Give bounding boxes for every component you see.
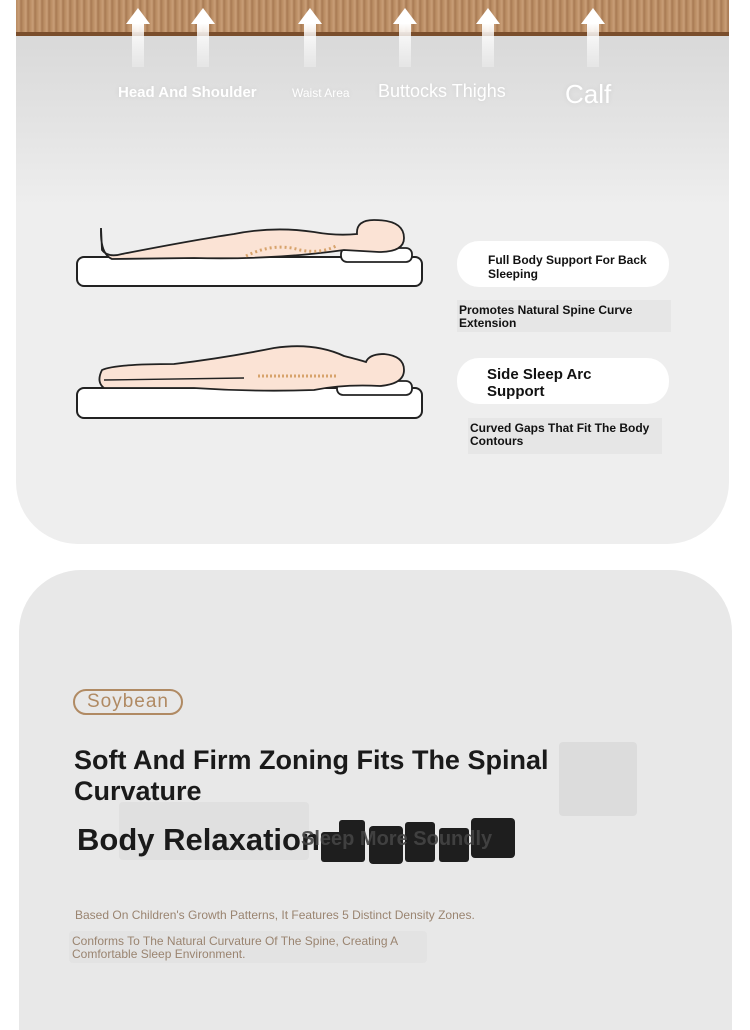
mattress-edge-texture <box>16 0 729 36</box>
description-line-1: Based On Children's Growth Patterns, It Features 5 Distinct Density Zones. <box>75 908 475 922</box>
zone-label-head-shoulder: Head And Shoulder <box>118 84 257 101</box>
zone-label-waist: Waist Area <box>292 86 350 100</box>
zone-label-buttocks-thighs: Buttocks Thighs <box>378 81 506 101</box>
zone-label-calf: Calf <box>565 79 612 109</box>
back-support-title: Full Body Support For Back Sleeping <box>488 253 647 281</box>
brand-logo <box>73 689 183 715</box>
side-sleeping-illustration <box>74 340 426 422</box>
back-support-caption: Promotes Natural Spine Curve Extension <box>459 303 633 331</box>
up-arrow-icon <box>126 8 150 66</box>
up-arrow-icon <box>476 8 500 66</box>
overlay-slogan: Sleep More Soundly <box>301 828 493 850</box>
side-support-caption: Curved Gaps That Fit The Body Contours <box>470 421 650 449</box>
back-sleeping-illustration <box>74 214 426 290</box>
headline: Soft And Firm Zoning Fits The Spinal Curvature <box>74 745 549 806</box>
up-arrow-icon <box>191 8 215 66</box>
zone-support-panel <box>16 0 729 544</box>
side-support-title: Side Sleep Arc Support <box>487 366 592 401</box>
zone-haze-band <box>16 36 729 206</box>
brand-name: Soybean <box>86 691 169 712</box>
up-arrow-icon <box>393 8 417 66</box>
up-arrow-icon <box>581 8 605 66</box>
product-intro-panel <box>19 570 732 1030</box>
description-line-2: Conforms To The Natural Curvature Of The Spine, Creating A Comfortable Sleep Environment. <box>72 934 398 961</box>
up-arrow-icon <box>298 8 322 66</box>
sub-headline: Body Relaxation <box>77 822 320 857</box>
